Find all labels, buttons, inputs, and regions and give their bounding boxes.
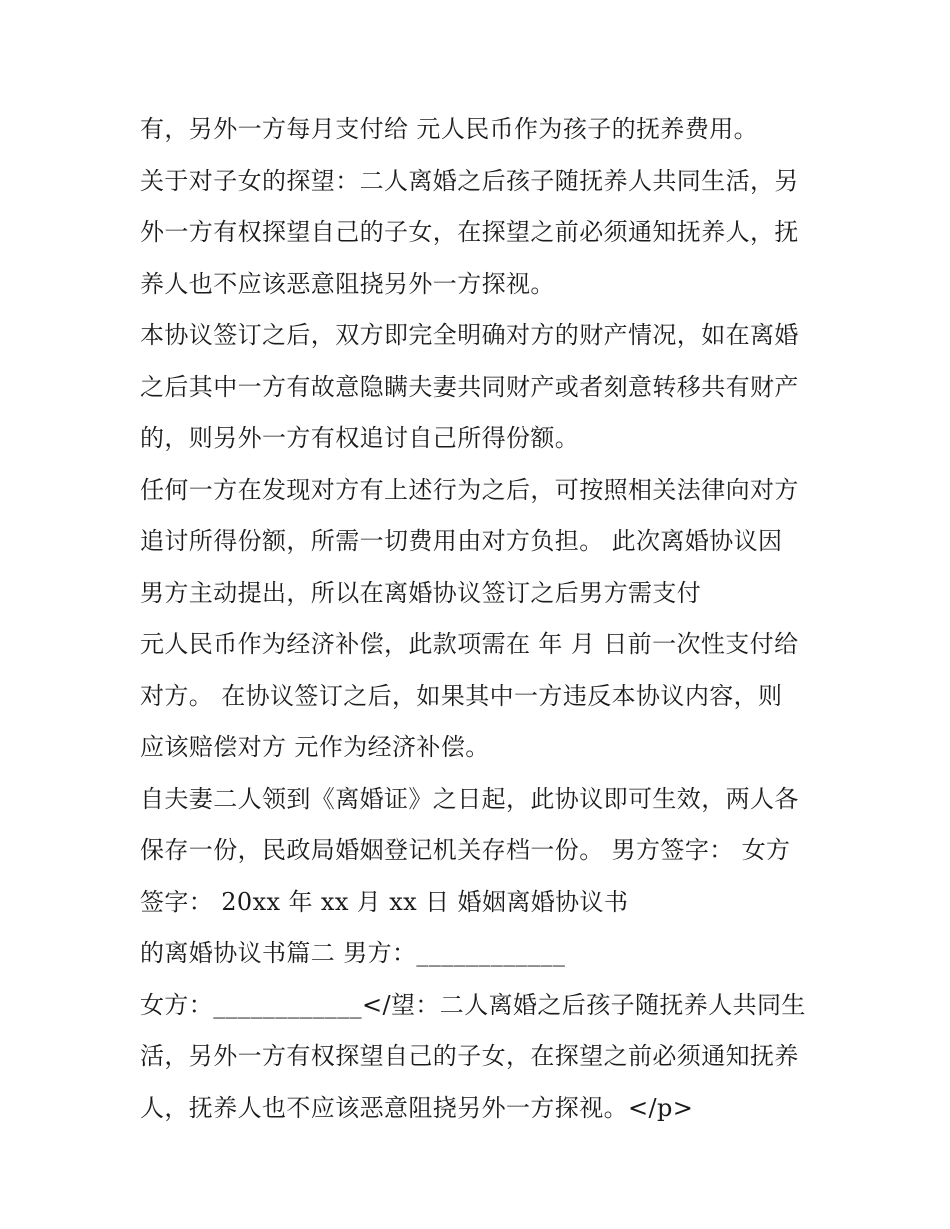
text-line: 元人民币作为经济补偿，此款项需在 年 月 日前一次性支付给 — [140, 630, 799, 658]
text-line: 应该赔偿对方 元作为经济补偿。 — [140, 733, 490, 761]
text-line: 签字： 20xx 年 xx 月 xx 日 婚姻离婚协议书 — [140, 887, 629, 916]
text-line: 的，则另外一方有权追讨自己所得份额。 — [140, 424, 580, 452]
text-line: 女方：____________</望：二人离婚之后孩子随抚养人共同生 — [140, 990, 806, 1019]
text-line: 追讨所得份额，所需一切费用由对方负担。 此次离婚协议因 — [140, 527, 783, 555]
text-line: 对方。 在协议签订之后，如果其中一方违反本协议内容，则 — [140, 681, 783, 710]
text-line: 自夫妻二人领到《离婚证》之日起，此协议即可生效，两人各 — [140, 784, 799, 813]
text-line: 男方主动提出，所以在离婚协议签订之后男方需支付 — [140, 578, 702, 607]
text-line: 之后其中一方有故意隐瞒夫妻共同财产或者刻意转移共有财产 — [140, 372, 799, 401]
text-line: 任何一方在发现对方有上述行为之后，可按照相关法律向对方 — [140, 475, 799, 504]
text-line: 外一方有权探望自己的子女，在探望之前必须通知抚养人，抚 — [140, 218, 799, 246]
text-line: 保存一份，民政局婚姻登记机关存档一份。 男方签字： 女方 — [140, 836, 791, 864]
text-line: 的离婚协议书篇二 男方：____________ — [140, 939, 566, 967]
text-line: 人，抚养人也不应该恶意阻挠另外一方探视。</p> — [140, 1093, 694, 1122]
text-line: 关于对子女的探望：二人离婚之后孩子随抚养人共同生活，另 — [140, 166, 799, 195]
text-line: 养人也不应该恶意阻挠另外一方探视。 — [140, 269, 555, 298]
text-line: 有，另外一方每月支付给 元人民币作为孩子的抚养费用。 — [140, 115, 759, 143]
text-line: 活，另外一方有权探望自己的子女，在探望之前必须通知抚养 — [140, 1042, 799, 1070]
text-line: 本协议签订之后，双方即完全明确对方的财产情况，如在离婚 — [140, 321, 799, 349]
document-body — [140, 104, 840, 1134]
